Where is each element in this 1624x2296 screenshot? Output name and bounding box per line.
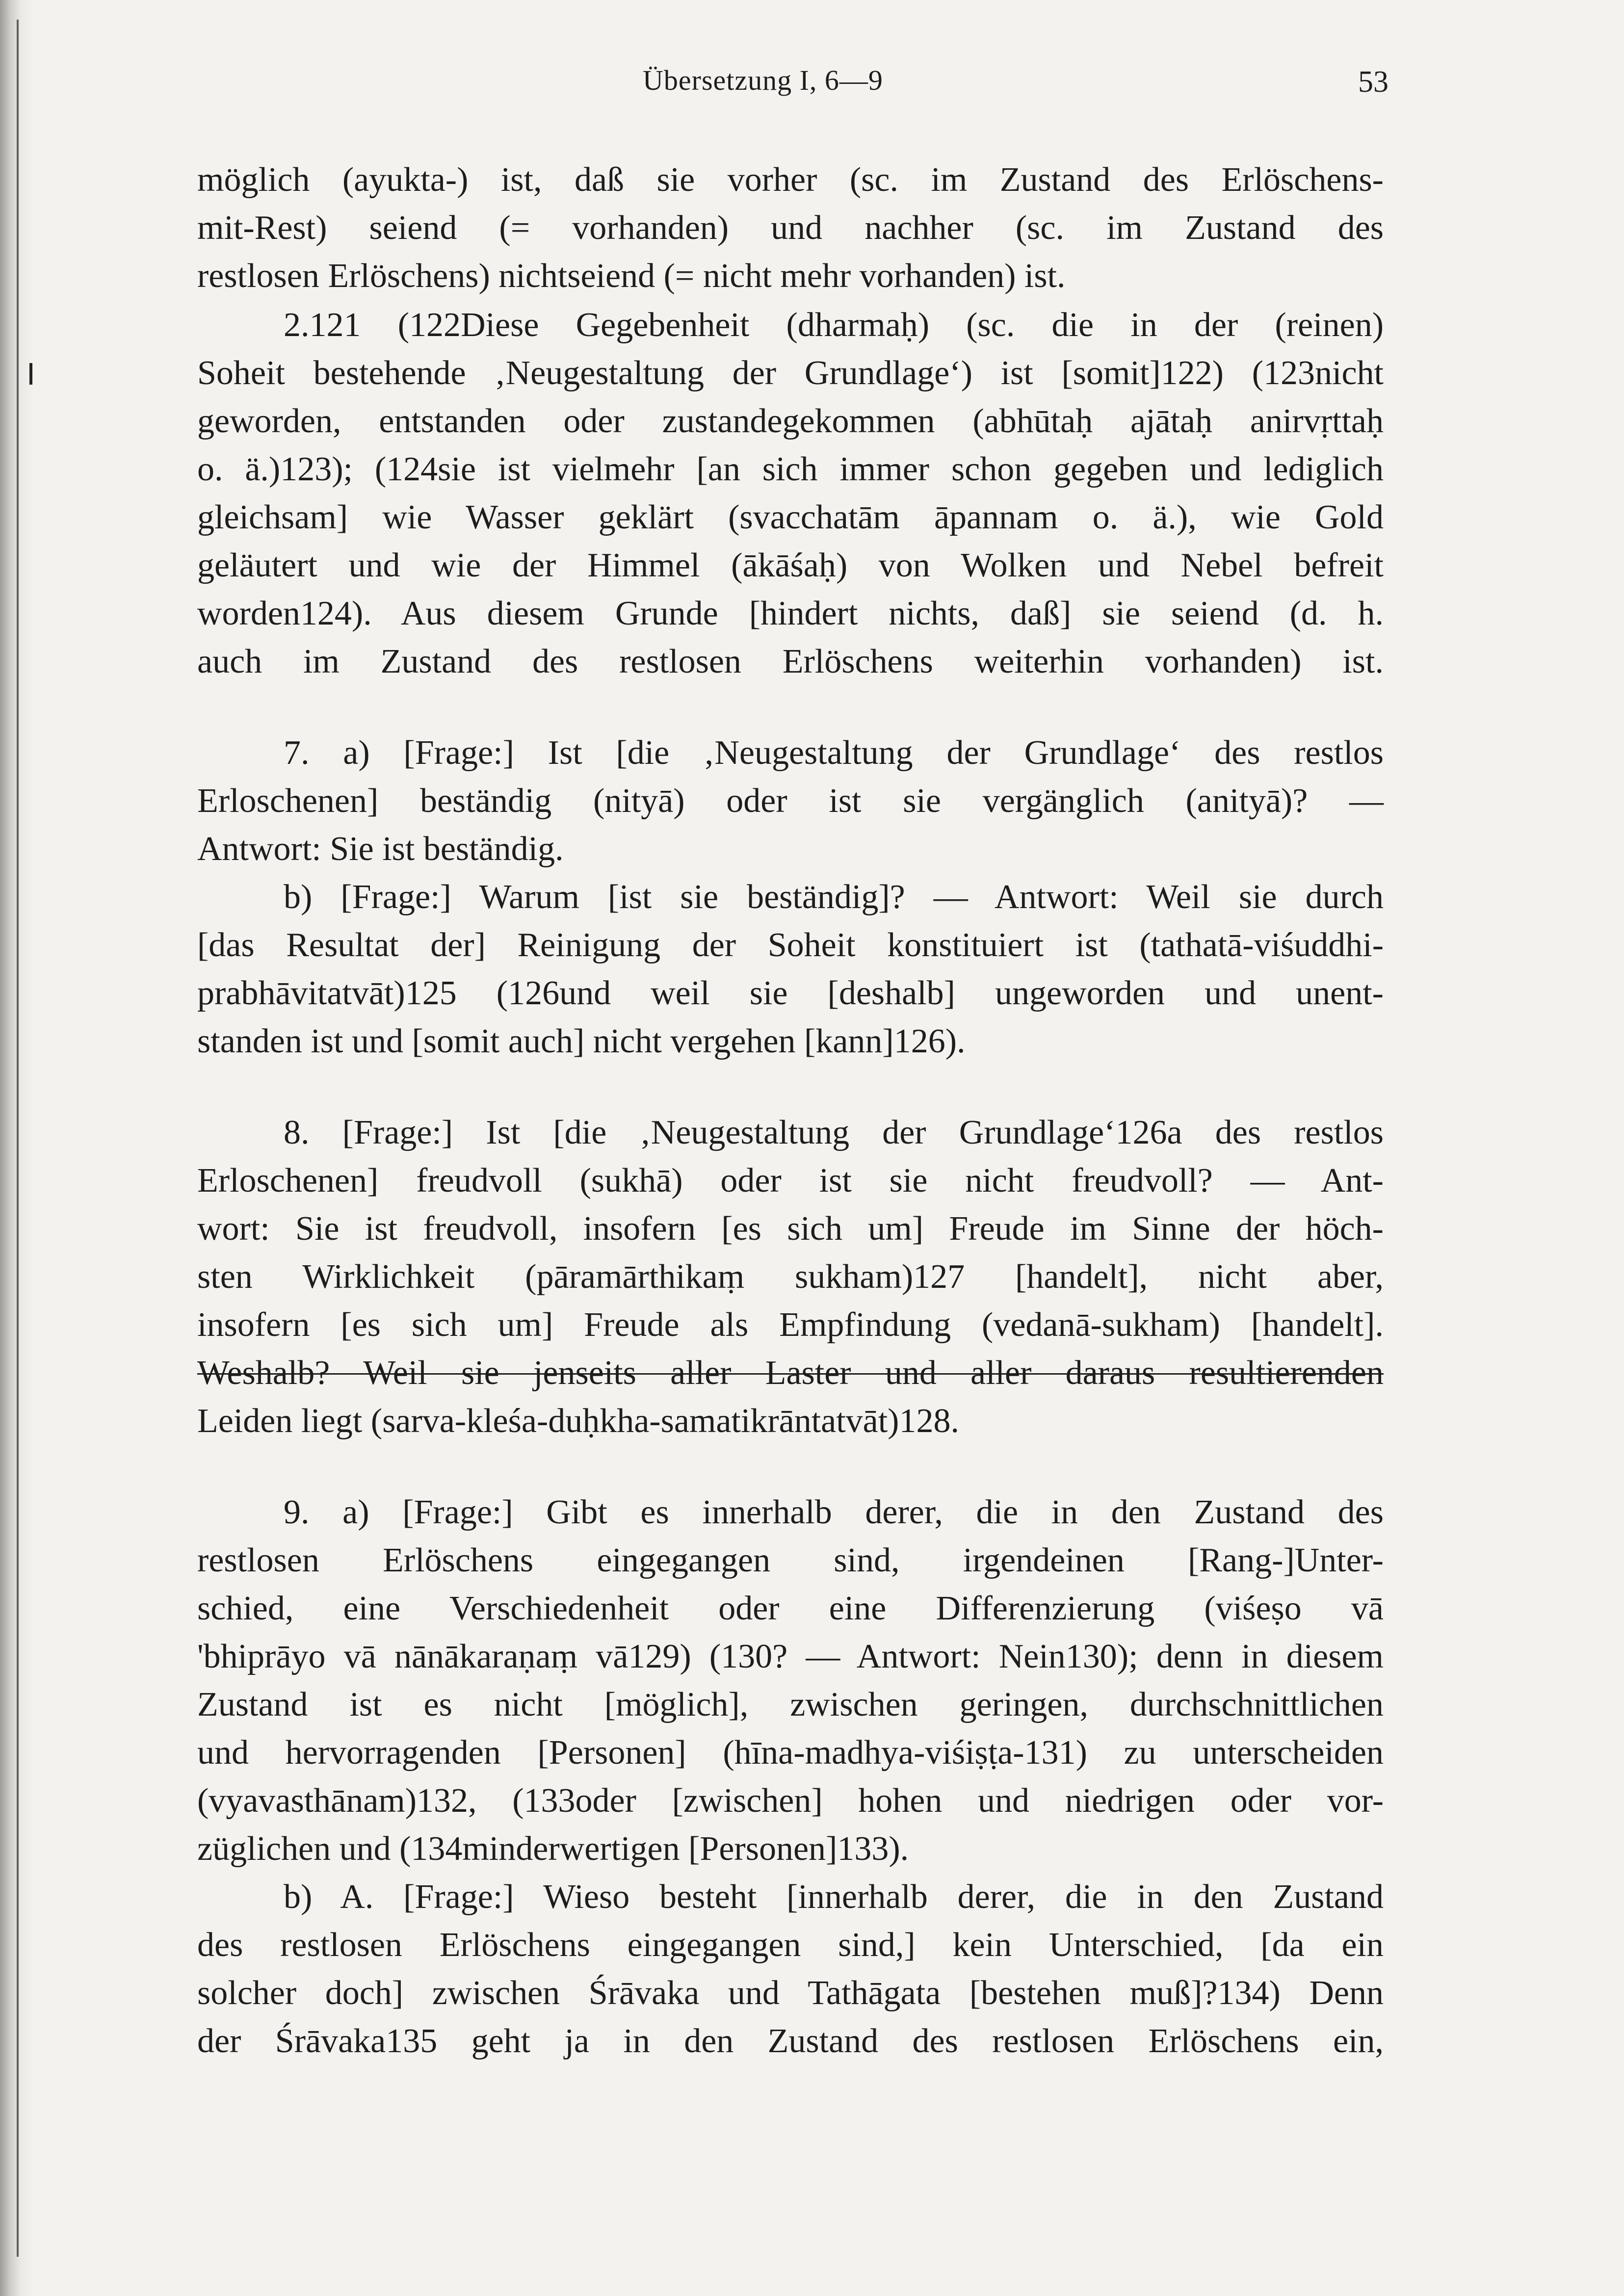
text-line: [das Resultat der] Reinigung der Soheit konstituiert ist (tathatā-viśuddhi-	[197, 926, 1384, 964]
text-line: Antwort: Sie ist beständig.	[197, 830, 564, 868]
text-line: sten Wirklichkeit (pāramārthikaṃ sukham)127 [handelt], nicht aber,	[197, 1258, 1384, 1296]
text-line: Leiden liegt (sarva-kleśa-duḥkha-samatikrāntatvāt)128.	[197, 1402, 959, 1440]
text-line: b) A. [Frage:] Wieso besteht [innerhalb derer, die in den Zustand	[284, 1878, 1384, 1916]
text-line: solcher doch] zwischen Śrāvaka und Tathāgata [bestehen muß]?134) Denn	[197, 1974, 1384, 2012]
text-line: auch im Zustand des restlosen Erlöschens weiterhin vorhanden) ist.	[197, 643, 1384, 680]
text-line: standen ist und [somit auch] nicht vergehen [kann]126).	[197, 1022, 966, 1060]
section-7b	[197, 873, 1384, 1066]
text-line: Soheit bestehende ‚Neugestaltung der Grundlage‘) ist [somit]122) (123nicht	[197, 354, 1384, 392]
running-head: Übersetzung I, 6—9	[643, 64, 883, 96]
text-line: gleichsam] wie Wasser geklärt (svacchatām āpannam o. ä.), wie Gold	[197, 498, 1384, 536]
page-body	[197, 156, 1384, 2065]
text-line: restlosen Erlöschens eingegangen sind, irgendeinen [Rang-]Unter-	[197, 1541, 1384, 1579]
text-line: 'bhiprāyo vā nānākaraṇaṃ vā129) (130? — Antwort: Nein130); denn in diesem	[197, 1638, 1384, 1675]
text-line: insofern [es sich um] Freude als Empfindung (vedanā-sukham) [handelt].	[197, 1306, 1384, 1344]
text-line: 8. [Frage:] Ist [die ‚Neugestaltung der Grundlage‘126a des restlos	[284, 1114, 1384, 1151]
text-line: prabhāvitatvāt)125 (126und weil sie [deshalb] ungeworden und unent-	[197, 974, 1384, 1012]
text-line: Erloschenen] beständig (nityā) oder ist sie vergänglich (anityā)? —	[197, 782, 1384, 820]
text-line: 9. a) [Frage:] Gibt es innerhalb derer, die in den Zustand des	[284, 1493, 1384, 1531]
text-line: mit-Rest) seiend (= vorhanden) und nachher (sc. im Zustand des	[197, 209, 1384, 247]
text-line: (vyavasthānam)132, (133oder [zwischen] hohen und niedrigen oder vor-	[197, 1782, 1384, 1820]
section-9b	[197, 1873, 1384, 2065]
section-7a	[197, 729, 1384, 873]
text-line: des restlosen Erlöschens eingegangen sind,] kein Unterschied, [da ein	[197, 1926, 1384, 1964]
paragraph-2	[197, 301, 1384, 686]
text-line: b) [Frage:] Warum [ist sie beständig]? — Antwort: Weil sie durch	[284, 878, 1384, 916]
section-9a	[197, 1488, 1384, 1873]
binding-mark	[29, 363, 32, 385]
text-line: Zustand ist es nicht [möglich], zwischen geringen, durchschnittlichen	[197, 1686, 1384, 1723]
section-8	[197, 1109, 1384, 1445]
binding-edge-line	[17, 20, 19, 2257]
text-line: schied, eine Verschiedenheit oder eine Differenzierung (viśeṣo vā	[197, 1590, 1384, 1627]
paragraph-1	[197, 156, 1384, 300]
text-line: 7. a) [Frage:] Ist [die ‚Neugestaltung der Grundlage‘ des restlos	[284, 734, 1384, 772]
text-line: der Śrāvaka135 geht ja in den Zustand des restlosen Erlöschens ein,	[197, 2022, 1384, 2060]
text-line: o. ä.)123); (124sie ist vielmehr [an sich immer schon gegeben und lediglich	[197, 450, 1384, 488]
text-line: restlosen Erlöschens) nichtseiend (= nicht mehr vorhanden) ist.	[197, 257, 1066, 295]
text-line: geworden, entstanden oder zustandegekommen (abhūtaḥ ajātaḥ anirvṛttaḥ	[197, 402, 1384, 440]
text-line: geläutert und wie der Himmel (ākāśaḥ) von Wolken und Nebel befreit	[197, 547, 1384, 584]
struck-text-line: Weshalb? Weil sie jenseits aller Laster und aller daraus resultierenden	[197, 1354, 1384, 1392]
page-number: 53	[1358, 65, 1388, 99]
text-line: Erloschenen] freudvoll (sukhā) oder ist sie nicht freudvoll? — Ant-	[197, 1162, 1384, 1200]
text-line: 2.121 (122Diese Gegebenheit (dharmaḥ) (sc. die in der (reinen)	[284, 306, 1384, 344]
text-line: worden124). Aus diesem Grunde [hindert nichts, daß] sie seiend (d. h.	[197, 595, 1384, 632]
text-line: züglichen und (134minderwertigen [Personen]133).	[197, 1830, 909, 1868]
text-line: wort: Sie ist freudvoll, insofern [es sich um] Freude im Sinne der höch-	[197, 1210, 1384, 1248]
text-line: möglich (ayukta-) ist, daß sie vorher (sc. im Zustand des Erlöschens-	[197, 161, 1384, 199]
text-line: und hervorragenden [Personen] (hīna-madhya-viśiṣṭa-131) zu unterscheiden	[197, 1734, 1384, 1772]
